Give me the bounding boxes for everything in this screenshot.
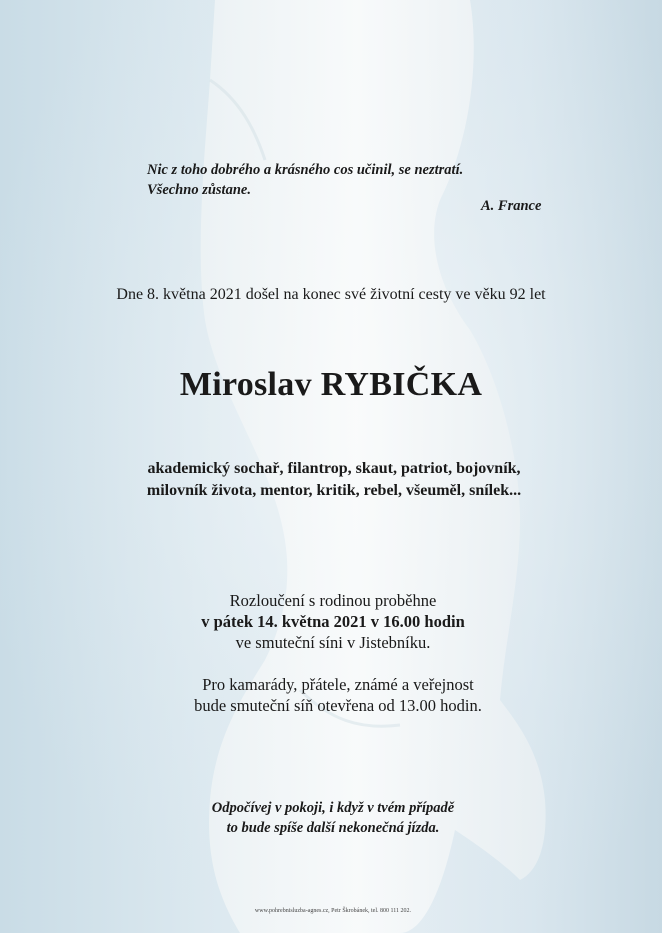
quote-author: A. France: [481, 198, 542, 214]
public-viewing-line-1: Pro kamarády, přátele, známé a veřejnost: [202, 675, 474, 694]
quote-line-1: Nic z toho dobrého a krásného cos učinil, se neztratí.: [147, 162, 464, 178]
funeral-service-footer: www.pohrebnisluzba-agnes.cz, Petr Škrobánek, tel. 800 111 202.: [254, 908, 412, 914]
farewell-info: [0, 590, 662, 653]
public-viewing-info: [0, 674, 662, 716]
quote: [147, 160, 567, 200]
closing-message: [0, 798, 662, 838]
closing-line-2: to bude spíše další nekonečná jízda.: [226, 820, 440, 836]
epithets: [0, 458, 662, 502]
farewell-place: ve smuteční síni v Jistebníku.: [235, 633, 431, 652]
epithets-line-2: milovník života, mentor, kritik, rebel, všeuměl, snílek...: [146, 482, 522, 499]
quote-line-2: Všechno zůstane.: [147, 182, 251, 198]
deceased-name: Miroslav RYBIČKA: [179, 366, 483, 403]
epithets-line-1: akademický sochař, filantrop, skaut, patriot, bojovník,: [147, 460, 521, 477]
death-announcement: Dne 8. května 2021 došel na konec své životní cesty ve věku 92 let: [116, 286, 546, 303]
closing-line-1: Odpočívej v pokoji, i když v tvém případě: [211, 800, 455, 816]
farewell-line-1: Rozloučení s rodinou proběhne: [229, 591, 437, 610]
farewell-date: v pátek 14. května 2021 v 16.00 hodin: [201, 612, 465, 631]
public-viewing-line-2: bude smuteční síň otevřena od 13.00 hodin.: [194, 696, 482, 715]
